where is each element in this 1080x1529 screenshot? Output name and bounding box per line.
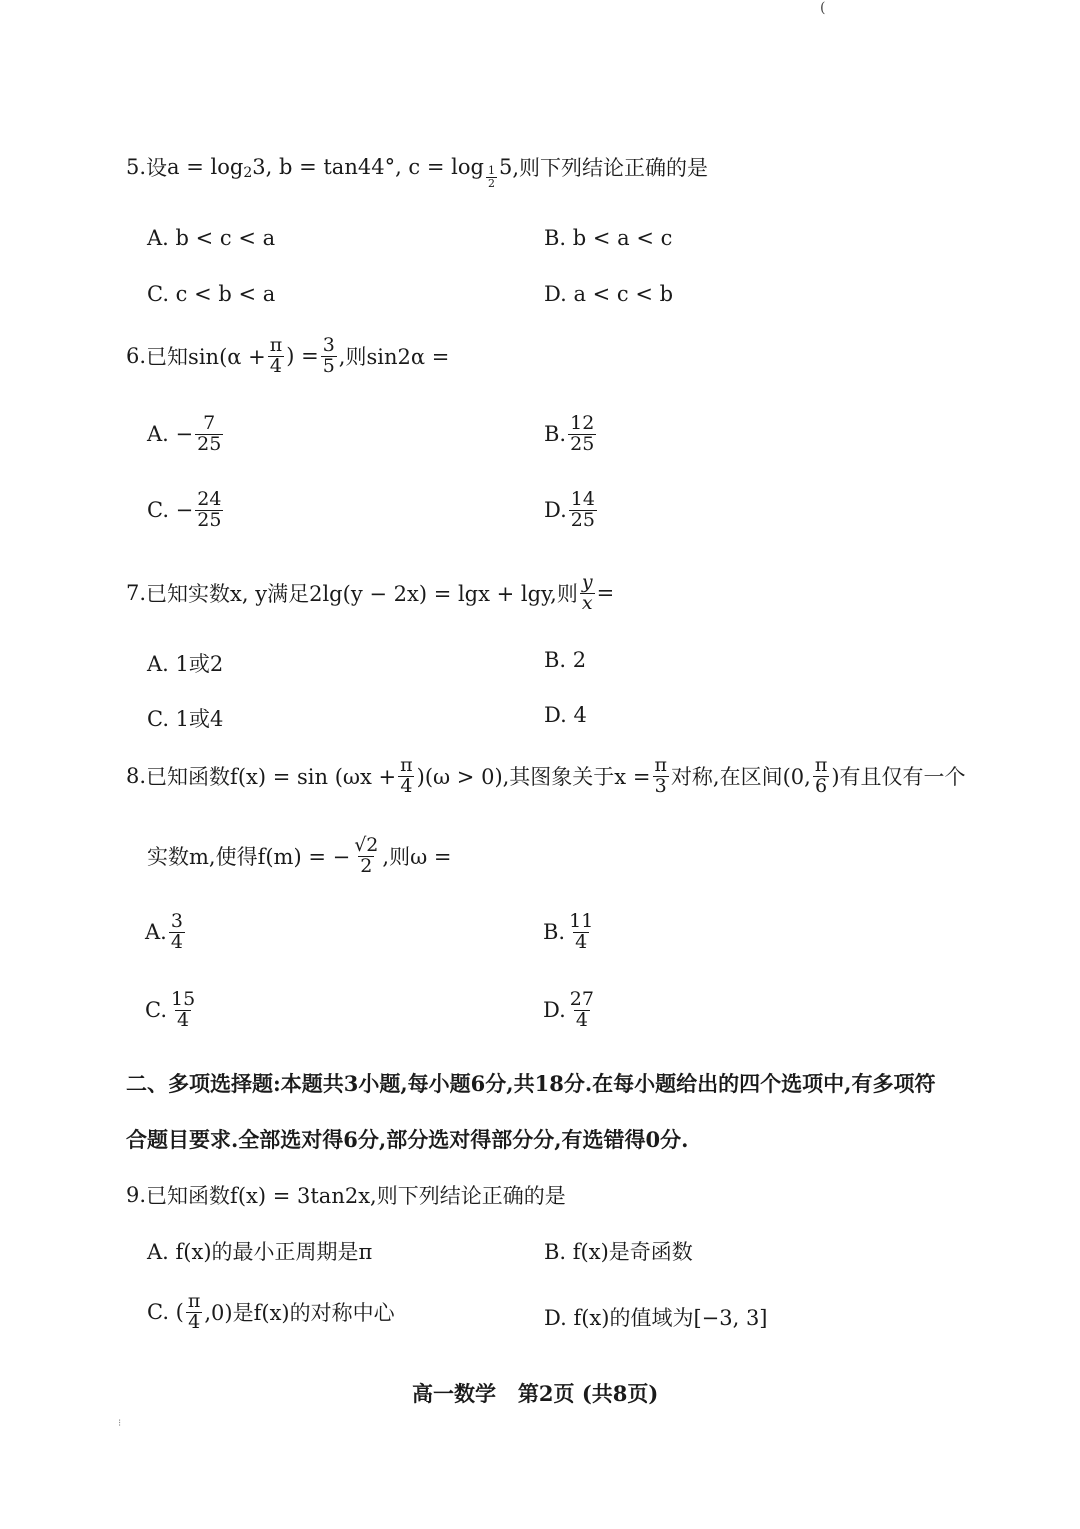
question-text: 已知函数f(x) = 3tan2x,则下列结论正确的是 <box>146 1184 566 1208</box>
question-suffix: ,则下列结论正确的是 <box>512 156 709 180</box>
option-d[interactable]: D. $\frac{14}{25}$ <box>544 488 595 531</box>
log-base: 2 <box>243 165 253 181</box>
option-b[interactable]: B. $\frac{11}{4}$ <box>543 910 594 953</box>
question-8 <box>126 756 966 797</box>
question-9 <box>126 1180 566 1210</box>
equals: ) = <box>286 344 319 369</box>
question-number: 5. <box>126 155 147 179</box>
option-c[interactable]: C. − $\frac{24}{25}$ <box>147 488 222 531</box>
section-2-heading: 二、多项选择题:本题共3小题,每小题6分,共18分.在每小题给出的四个选项中,有多项符 <box>126 1071 936 1096</box>
fraction-pi-4: $\frac{\pi}{4}$ <box>269 334 283 377</box>
question-number: 9. <box>126 1183 147 1207</box>
question-part2: )(ω > 0),其图象关于x = <box>416 765 651 790</box>
question-prefix: 已知sin(α + <box>146 345 266 370</box>
page-footer: 高一数学 第2页 (共8页) <box>412 1381 659 1406</box>
option-c[interactable]: C. 1或4 <box>147 707 224 731</box>
fraction-3-5: $\frac{3}{5}$ <box>322 334 335 377</box>
question-suffix: ,则sin2α = <box>338 345 450 370</box>
fraction-y-x: $\frac{y}{x}$ <box>581 571 593 614</box>
option-b[interactable]: B. $\frac{12}{25}$ <box>544 412 595 455</box>
question-part3: 对称,在区间(0, <box>670 765 811 790</box>
question-part4: )有且仅有一个 <box>831 765 966 790</box>
question-7 <box>126 573 614 614</box>
option-a[interactable]: A. b < c < a <box>147 226 276 250</box>
option-a[interactable]: A. $\frac{3}{4}$ <box>145 910 183 953</box>
question-part1: 已知函数f(x) = sin (ωx + <box>146 765 397 790</box>
question-line2-prefix: 实数m,使得f(m) = − <box>147 845 351 870</box>
option-d[interactable]: D. $\frac{27}{4}$ <box>543 988 594 1031</box>
fraction-pi-3: $\frac{\pi}{3}$ <box>654 754 667 797</box>
expr-a: a = log <box>167 155 244 179</box>
question-6 <box>126 336 449 377</box>
question-number: 6. <box>126 344 147 369</box>
question-8-line2 <box>147 836 451 877</box>
question-line2-suffix: ,则ω = <box>382 845 452 870</box>
fraction-sqrt2-2: $\frac{√2}{2}$ <box>354 834 379 877</box>
option-d[interactable]: D. 4 <box>544 703 587 727</box>
question-prefix: 设 <box>146 156 168 180</box>
option-d[interactable]: D. f(x)的值域为[−3, 3] <box>544 1306 768 1330</box>
option-a[interactable]: A. − $\frac{7}{25}$ <box>147 412 222 455</box>
section-2-heading-cont: 合题目要求.全部选对得6分,部分选对得部分分,有选错得0分. <box>126 1127 689 1152</box>
option-a[interactable]: A. f(x)的最小正周期是π <box>147 1240 373 1264</box>
log-base-fraction: $\frac{1}{2}$ <box>487 163 495 190</box>
corner-mark: ( <box>820 0 826 16</box>
option-d[interactable]: D. a < c < b <box>544 282 674 306</box>
option-a[interactable]: A. 1或2 <box>147 652 224 676</box>
option-b[interactable]: B. b < a < c <box>544 226 673 250</box>
option-b[interactable]: B. f(x)是奇函数 <box>544 1240 693 1264</box>
option-c[interactable]: C. ( $\frac{\pi}{4}$ ,0)是f(x)的对称中心 <box>147 1290 395 1333</box>
question-text: 已知实数x, y满足2lg(y − 2x) = lgx + lgy,则 <box>146 582 578 607</box>
fraction-pi-6: $\frac{\pi}{6}$ <box>814 754 828 797</box>
question-5 <box>126 152 709 190</box>
log-arg-c: 5 <box>498 155 513 179</box>
log-arg: 3 <box>252 155 266 179</box>
option-c[interactable]: C. c < b < a <box>147 282 276 306</box>
equals: = <box>596 581 615 606</box>
question-number: 8. <box>126 764 147 789</box>
scan-speck: ⁝ <box>118 1418 122 1429</box>
expr-b: , b = tan44° <box>265 155 396 179</box>
option-b[interactable]: B. 2 <box>544 648 587 672</box>
fraction-pi-4: $\frac{\pi}{4}$ <box>400 754 413 797</box>
option-c[interactable]: C. $\frac{15}{4}$ <box>145 988 196 1031</box>
expr-c: , c = log <box>395 155 484 179</box>
question-number: 7. <box>126 581 147 606</box>
